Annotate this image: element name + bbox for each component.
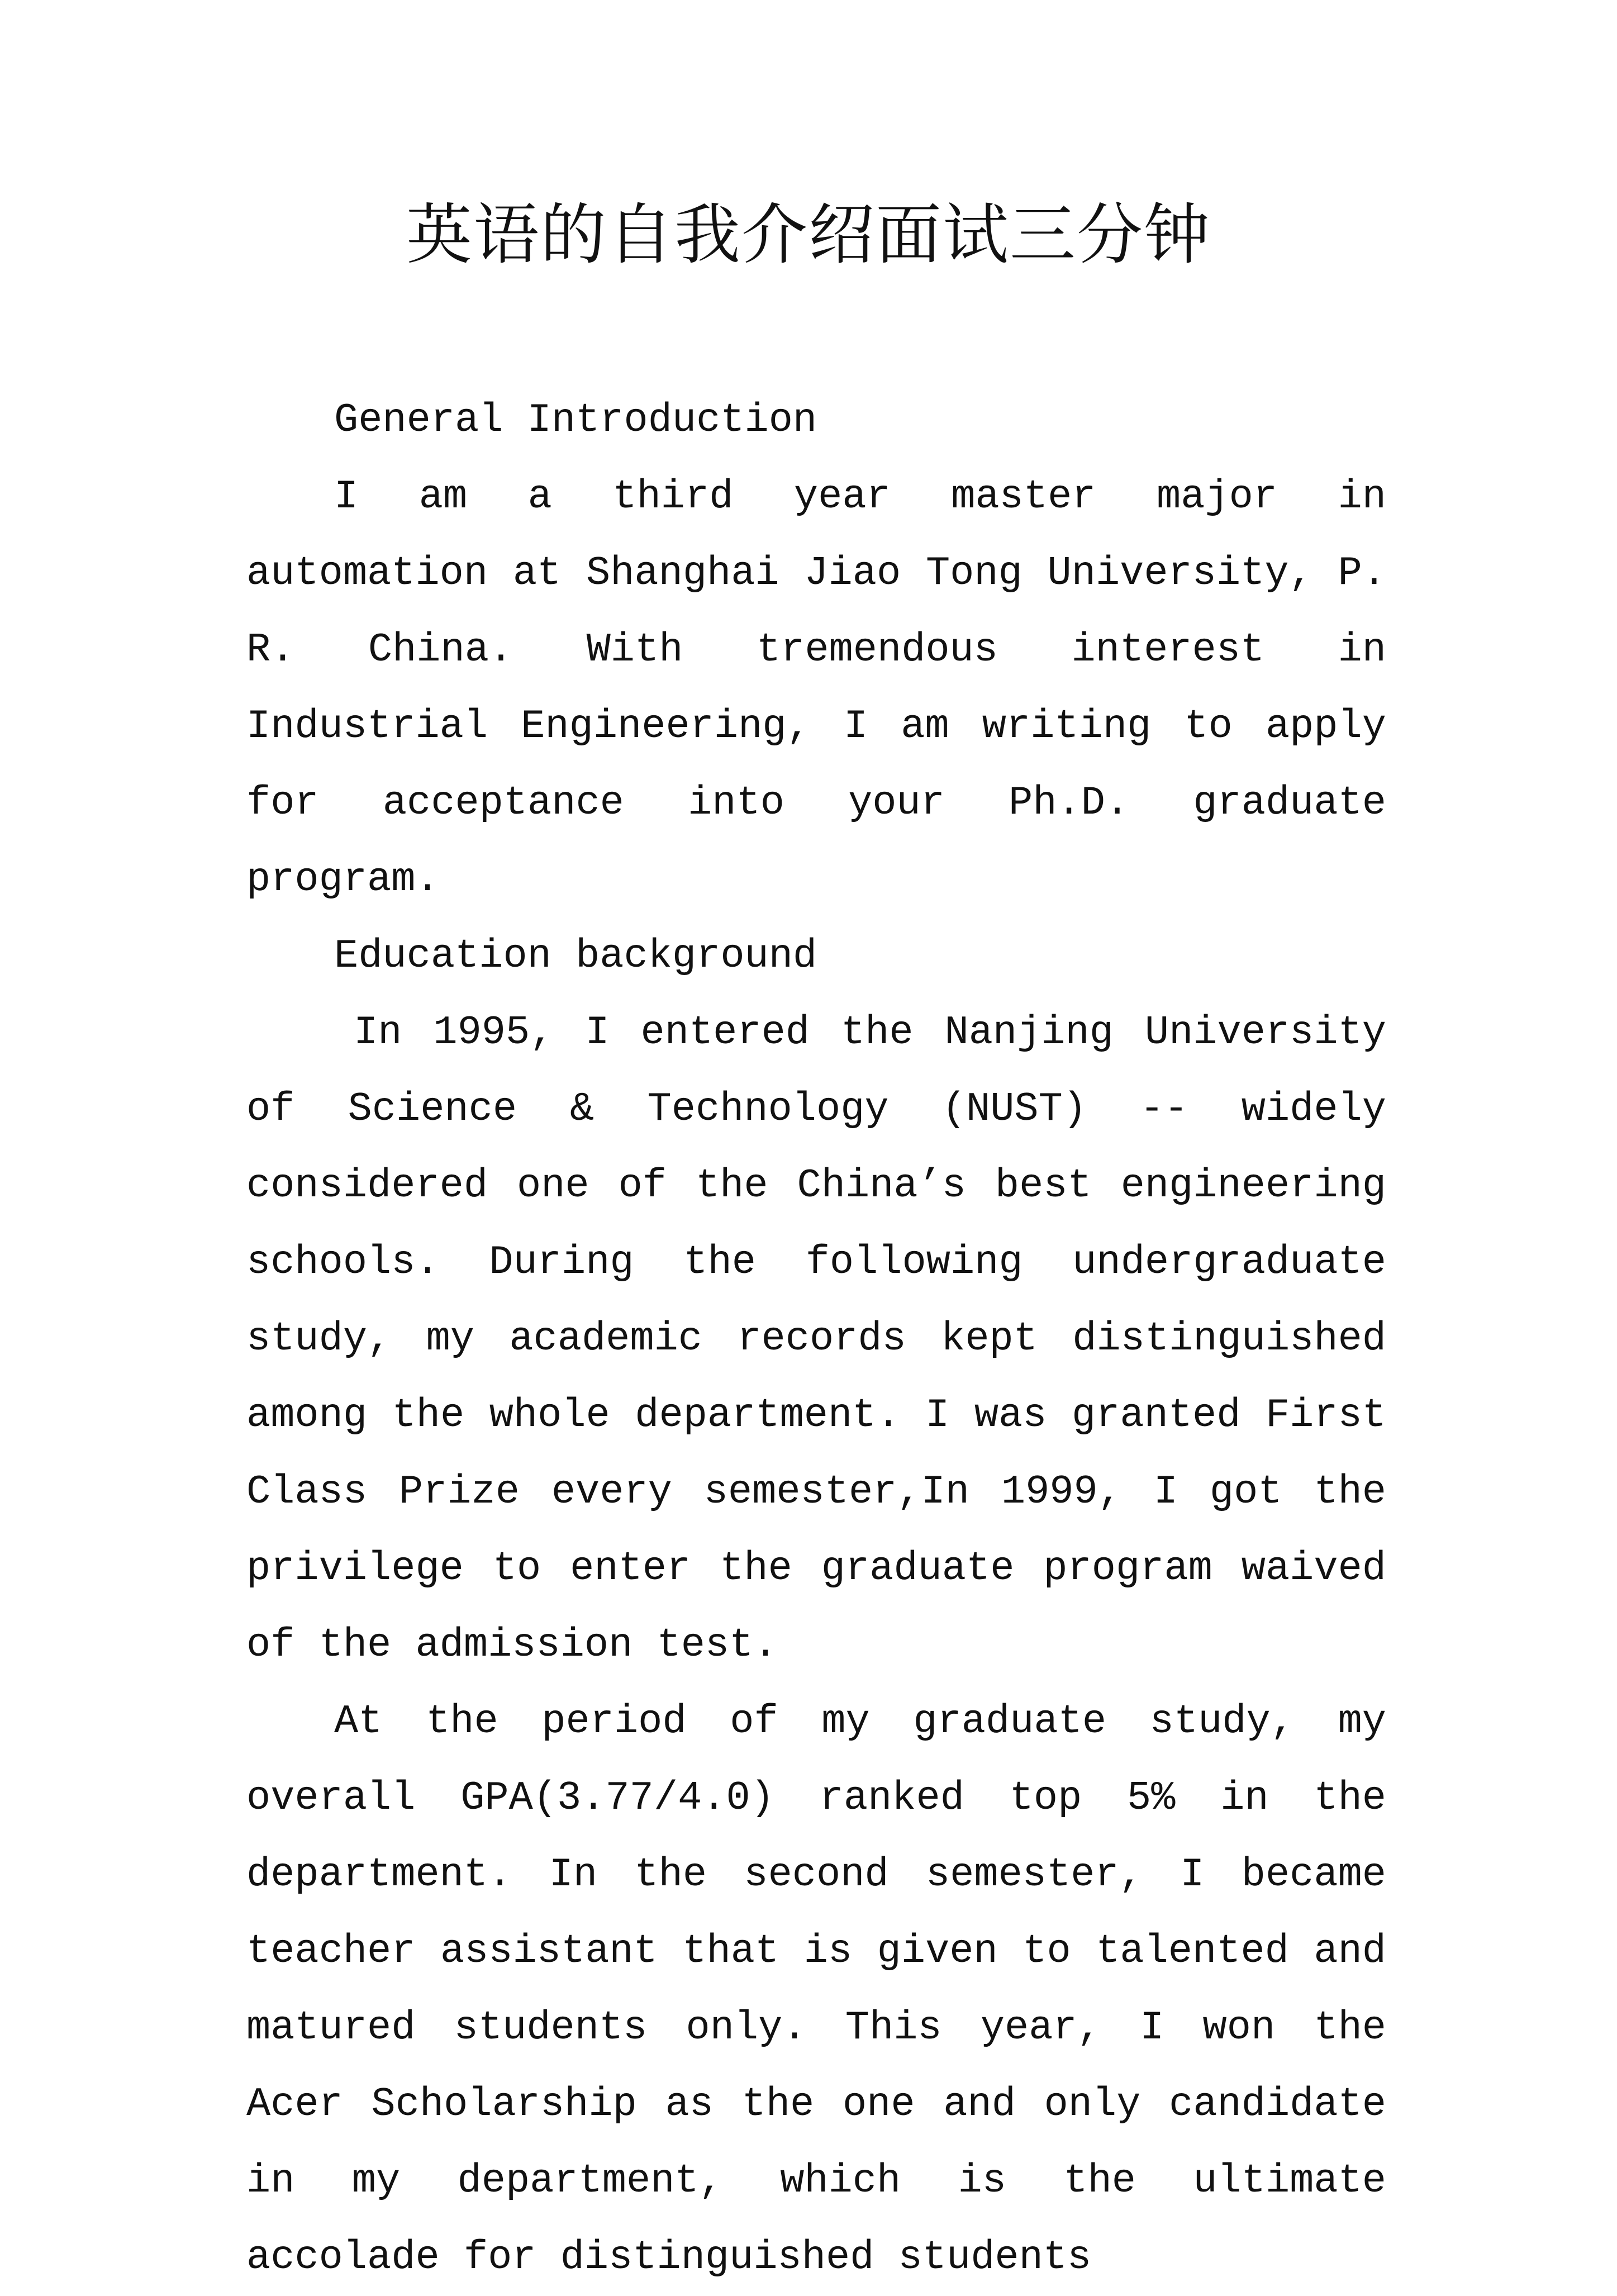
paragraph-education-undergraduate: In 1995, I entered the Nanjing University of Science & Technology (NUST) -- widely considered one of the China’s best engineering schools. During the following undergraduate study, my academic records kept distinguished among the whole department. I was granted First Class Prize every semester,In 1999, I got the privilege to enter the graduate program waived of the admission test. (246, 1010, 1386, 1668)
section-heading-general-introduction: General Introduction (334, 397, 817, 443)
document-title: 英语的自我介绍面试三分钟 (406, 196, 1211, 273)
paragraph-education-graduate: At the period of my graduate study, my overall GPA(3.77/4.0) ranked top 5% in the department. In the second semester, I became teacher assistant that is given to talented and matured students only. This year, I won the Acer Scholarship as the one and only candidate in my department, which is the ultimate accolade for distinguished students (246, 1699, 1386, 2280)
document-body (246, 382, 1386, 2296)
section-heading-education-background: Education background (334, 933, 817, 979)
paragraph-general-introduction: I am a third year master major in automation at Shanghai Jiao Tong University, P. R. China. With tremendous interest in Industrial Engineering, I am writing to apply for acceptance into your Ph.D. graduate program. (246, 474, 1386, 902)
